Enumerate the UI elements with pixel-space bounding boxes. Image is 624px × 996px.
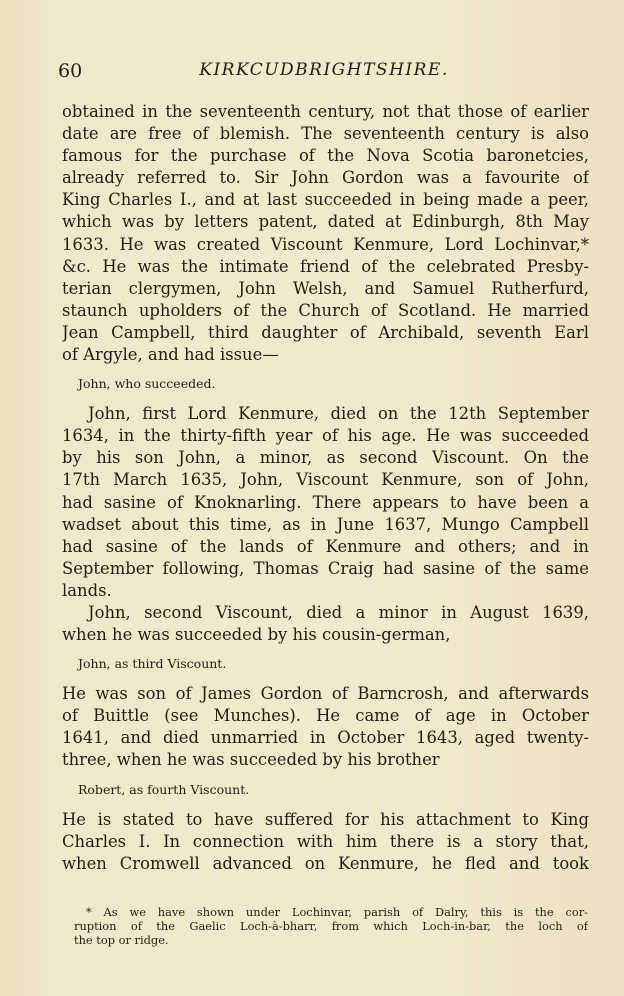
text-line: wadset about this time, as in June 1637, Mungo Campbell — [62, 514, 589, 534]
footnote-line: the top or ridge. — [74, 933, 169, 947]
genealogy-entry: John, as third Viscount. — [78, 656, 227, 672]
text-line: of Argyle, and had issue— — [62, 345, 279, 365]
running-title: KIRKCUDBRIGHTSHIRE. — [199, 60, 449, 80]
text-line: already referred to. Sir John Gordon was a favourite of — [62, 168, 589, 188]
genealogy-entry: Robert, as fourth Viscount. — [78, 781, 250, 797]
paragraph — [62, 683, 589, 771]
genealogy-entry: John, who succeeded. — [78, 376, 216, 392]
text-line: 1641, and died unmarried in October 1643, aged twenty- — [62, 728, 589, 748]
text-line: September following, Thomas Craig had sasine of the same — [62, 558, 589, 578]
text-line: obtained in the seventeenth century, not that those of earlier — [62, 102, 589, 121]
paragraph — [62, 809, 589, 875]
text-line: 1634, in the thirty-fifth year of his age. He was succeeded — [62, 426, 589, 446]
text-line: Charles I. In connection with him there is a story that, — [62, 831, 589, 851]
text-line: when he was succeeded by his cousin-german, — [62, 625, 451, 645]
text-line: when Cromwell advanced on Kenmure, he fled and took — [62, 853, 589, 873]
text-line: of Buittle (see Munches). He came of age in October — [62, 706, 589, 726]
text-line: 1633. He was created Viscount Kenmure, Lord Lochinvar,* — [62, 234, 589, 254]
text-line: famous for the purchase of the Nova Scotia baronetcies, — [62, 146, 589, 166]
text-line: by his son John, a minor, as second Viscount. On the — [62, 448, 589, 468]
text-line: terian clergymen, John Welsh, and Samuel Rutherfurd, — [62, 278, 589, 298]
page-header — [58, 60, 590, 86]
text-line: had sasine of Knoknarling. There appears to have been a — [62, 492, 589, 512]
footnote — [74, 905, 588, 947]
text-line: which was by letters patent, dated at Edinburgh, 8th May — [62, 212, 589, 232]
text-line: lands. — [62, 580, 112, 600]
text-line: He was son of James Gordon of Barncrosh, and afterwards — [62, 684, 589, 704]
footnote-line: ruption of the Gaelic Loch-à-bharr, from which Loch-in-bar, the loch of — [74, 919, 588, 933]
text-line: &c. He was the intimate friend of the celebrated Presby- — [62, 256, 589, 276]
text-line: had sasine of the lands of Kenmure and others; and in — [62, 536, 589, 556]
body-text — [62, 101, 589, 875]
text-line: He is stated to have suffered for his attachment to King — [62, 809, 589, 829]
text-line: King Charles I., and at last succeeded in being made a peer, — [62, 190, 589, 210]
text-line: Jean Campbell, third daughter of Archibald, seventh Earl — [62, 322, 589, 342]
paragraph — [62, 101, 589, 366]
page-number: 60 — [58, 60, 83, 82]
footnote-line: * As we have shown under Lochinvar, parish of Dalry, this is the cor- — [86, 905, 588, 919]
text-line: John, first Lord Kenmure, died on the 12th September — [88, 404, 589, 424]
text-line: staunch upholders of the Church of Scotland. He married — [62, 300, 589, 320]
text-line: 17th March 1635, John, Viscount Kenmure, son of John, — [62, 470, 589, 490]
text-line: three, when he was succeeded by his brother — [62, 750, 440, 770]
paragraph — [62, 403, 589, 646]
text-line: John, second Viscount, died a minor in August 1639, — [88, 602, 589, 622]
text-line: date are free of blemish. The seventeenth century is also — [62, 124, 589, 144]
